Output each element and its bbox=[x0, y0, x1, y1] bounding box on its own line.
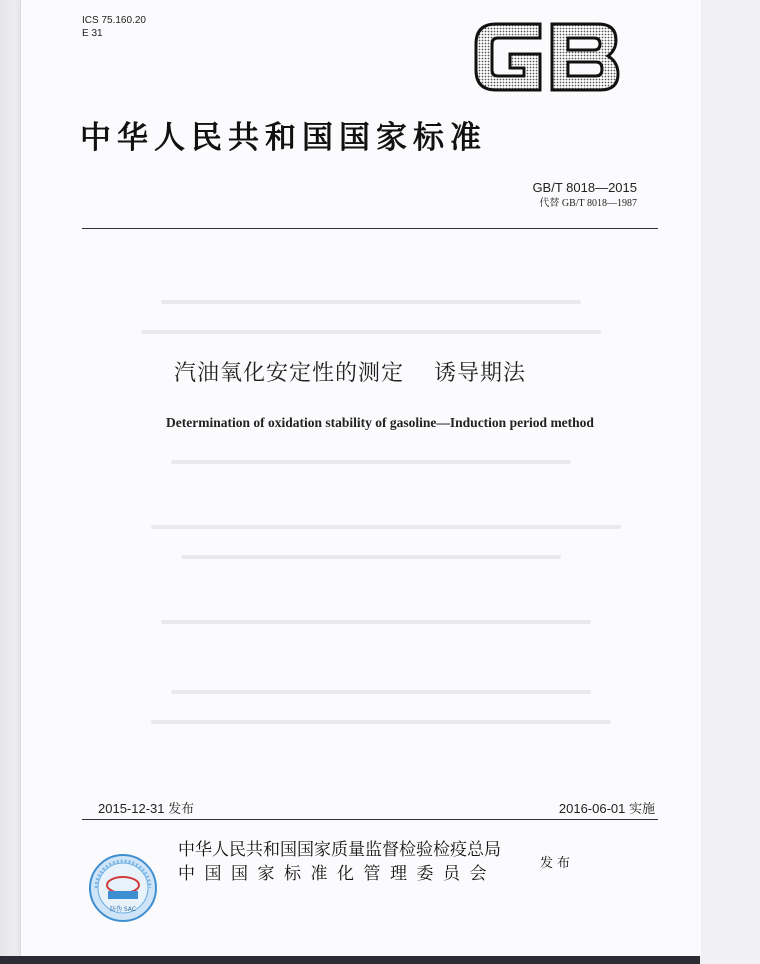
gb-logo bbox=[466, 18, 624, 100]
page-edge bbox=[0, 0, 20, 956]
title-part-1: 汽油氧化安定性的测定 bbox=[173, 361, 404, 386]
implementation-date: 2016-06-01 实施 bbox=[558, 801, 655, 816]
replaced-standard: 代替 GB/T 8018—1987 bbox=[539, 198, 637, 209]
svg-text:防伪 SAC: 防伪 SAC bbox=[109, 906, 137, 913]
footer-divider bbox=[82, 819, 658, 820]
bleed-through-line bbox=[171, 690, 591, 694]
ics-code: ICS 75.160.20 bbox=[82, 15, 146, 26]
bleed-through-line bbox=[151, 720, 611, 724]
publish-label: 发布 bbox=[540, 856, 575, 871]
issue-date: 2015-12-31 发布 bbox=[98, 801, 195, 816]
seal-icon bbox=[88, 853, 158, 923]
classification-codes bbox=[82, 14, 146, 40]
bleed-through-line bbox=[171, 460, 571, 464]
document-title-cn bbox=[0, 356, 700, 387]
issuing-authorities bbox=[178, 838, 501, 886]
bleed-through-line bbox=[151, 525, 621, 529]
standard-number: GB/T 8018—2015 bbox=[532, 180, 637, 195]
bleed-through-line bbox=[161, 300, 581, 304]
bleed-through-line bbox=[141, 330, 601, 334]
anti-counterfeit-seal bbox=[88, 853, 158, 927]
document-title-en: Determination of oxidation stability of gasoline—Induction period method bbox=[166, 415, 594, 430]
issuer-aqsiq: 中华人民共和国国家质量监督检验检疫总局 bbox=[178, 840, 501, 860]
standard-number-block bbox=[532, 180, 637, 212]
ccs-code: E 31 bbox=[82, 28, 103, 39]
bleed-through-line bbox=[181, 555, 561, 559]
bleed-through-line bbox=[161, 620, 591, 624]
scan-bottom-edge bbox=[0, 956, 700, 964]
issuer-sac: 中国国家标准化管理委员会 bbox=[178, 864, 496, 884]
national-standard-title: 中华人民共和国国家标准 bbox=[80, 120, 487, 156]
gb-logo-graphic bbox=[466, 18, 624, 96]
title-part-2: 诱导期法 bbox=[434, 361, 527, 386]
header-divider bbox=[82, 228, 658, 229]
